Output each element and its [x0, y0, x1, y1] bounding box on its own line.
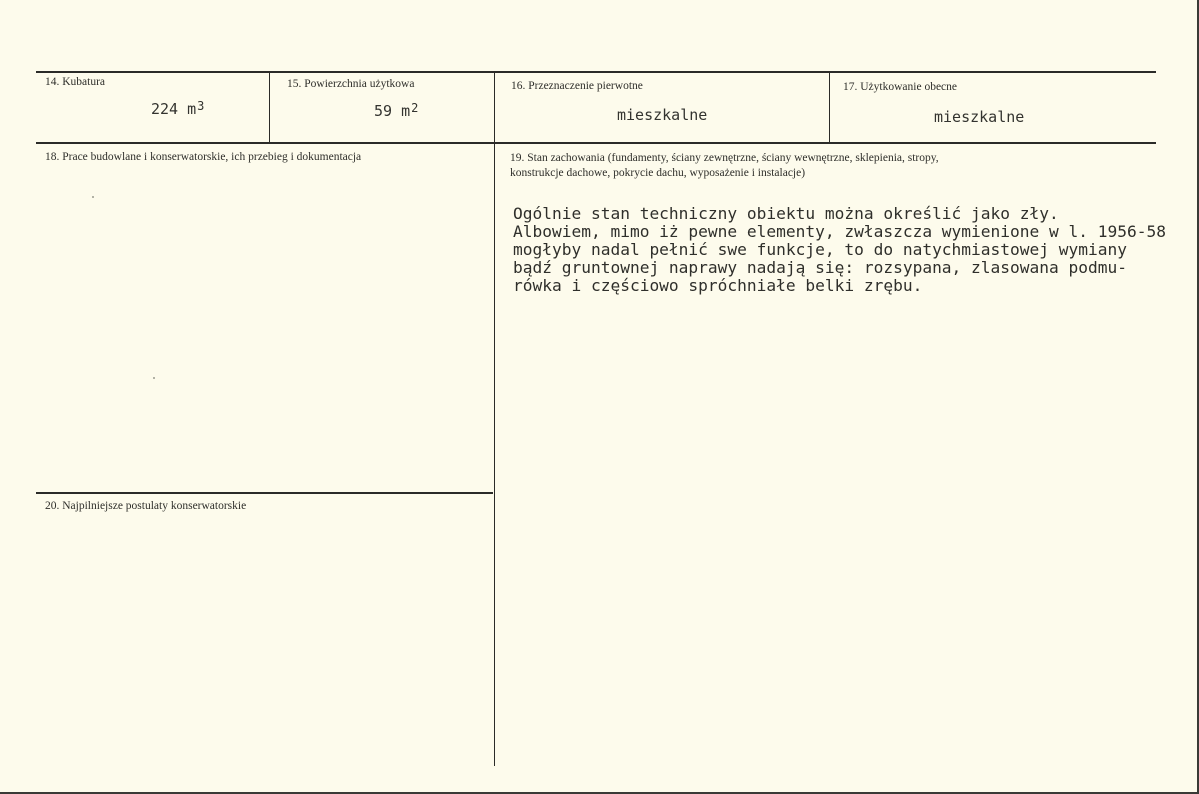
- field-17-label: 17. Użytkowanie obecne: [843, 81, 958, 93]
- field-15-label: 15. Powierzchnia użytkowa: [287, 78, 415, 90]
- condition-text-line: Ogólnie stan techniczny obiektu można określić jako zły.: [513, 204, 1059, 223]
- field-15-unit-exponent: 2: [411, 101, 419, 115]
- condition-text-line: Albowiem, mimo iż pewne elementy, zwłaszcza wymienione w l. 1956-58: [513, 222, 1166, 241]
- condition-text-line: mogłyby nadal pełnić swe funkcje, to do natychmiastowej wymiany: [513, 240, 1127, 259]
- condition-text-line: bądź gruntownej naprawy nadają się: rozsypana, zlasowana podmu-: [513, 258, 1127, 277]
- field-19-condition-text: [513, 205, 1166, 295]
- field-16-label: 16. Przeznaczenie pierwotne: [511, 80, 643, 92]
- paper-speck: [92, 196, 94, 198]
- field-17-value: mieszkalne: [934, 108, 1025, 126]
- divider-15-16: [494, 73, 495, 142]
- divider-16-17: [829, 73, 830, 142]
- divider-14-15: [269, 73, 270, 142]
- field-19-label-line-1: 19. Stan zachowania (fundamenty, ściany zewnętrzne, ściany wewnętrzne, sklepienia, stropy,: [510, 152, 939, 164]
- field-14-value-text: 224 m: [151, 100, 197, 118]
- header-bottom-rule: [36, 142, 1156, 144]
- section-18-20-divider: [36, 492, 493, 494]
- field-20-label: 20. Najpilniejsze postulaty konserwatorskie: [45, 500, 247, 512]
- field-14-label: 14. Kubatura: [45, 76, 106, 88]
- main-column-divider: [494, 144, 495, 766]
- paper-speck: [153, 377, 155, 379]
- field-16-value: mieszkalne: [617, 106, 708, 124]
- field-19-label-line-2: konstrukcje dachowe, pokrycie dachu, wyposażenie i instalacje): [510, 167, 806, 179]
- top-rule: [36, 71, 1156, 73]
- field-15-value: [374, 102, 418, 120]
- field-14-unit-exponent: 3: [197, 99, 205, 113]
- field-15-value-text: 59 m: [374, 102, 411, 120]
- field-18-label: 18. Prace budowlane i konserwatorskie, ich przebieg i dokumentacja: [45, 151, 362, 163]
- condition-text-line: rówka i częściowo spróchniałe belki zrębu.: [513, 276, 923, 295]
- field-14-value: [151, 100, 204, 118]
